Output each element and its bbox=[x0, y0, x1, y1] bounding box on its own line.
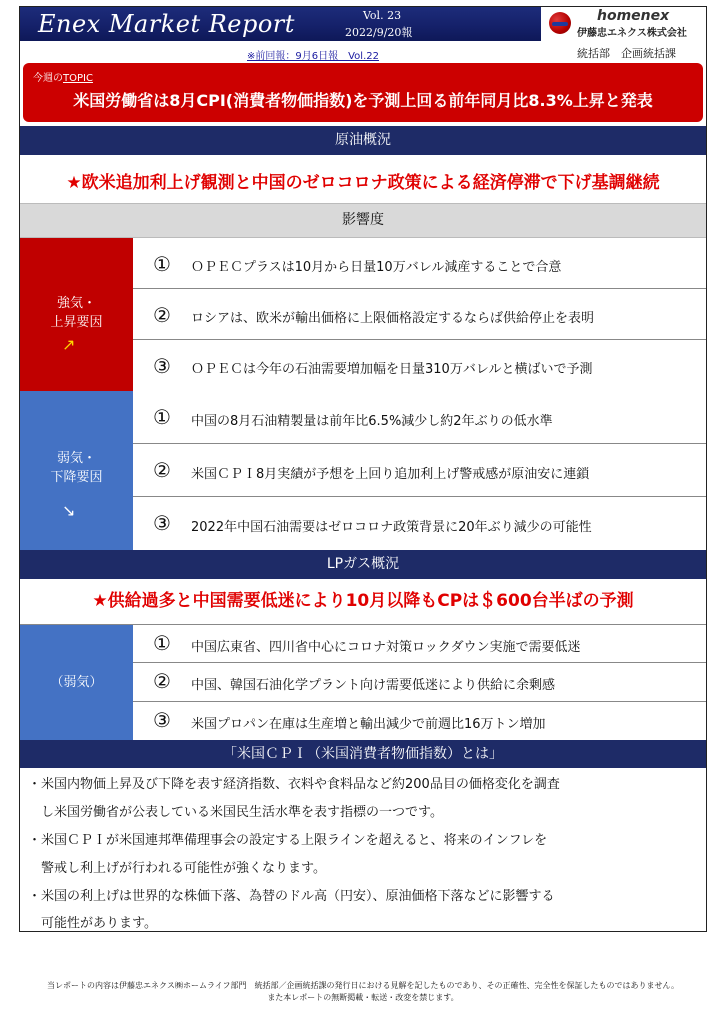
item-text: ＯＰＥＣは今年の石油需要増加幅を日量310万バレルと横ばいで予測 bbox=[191, 362, 593, 377]
item-text: 中国広東省、四川省中心にコロナ対策ロックダウン実施で需要低迷 bbox=[191, 640, 581, 655]
bullish-label-line2: 上昇要因 bbox=[50, 315, 103, 330]
bullish-factor-label bbox=[20, 238, 133, 391]
item-number: ① bbox=[153, 405, 171, 429]
cpi-line: ・米国の利上げは世界的な株価下落、為替のドル高（円安）、原油価格下落などに影響する bbox=[28, 889, 555, 904]
volume-number: Vol. 23 bbox=[363, 9, 402, 22]
arrow-down-icon: ↘ bbox=[62, 501, 76, 520]
logo-mark-icon bbox=[549, 12, 571, 34]
report-frame bbox=[19, 6, 707, 932]
item-text: 2022年中国石油需要はゼロコロナ政策背景に20年ぶり減少の可能性 bbox=[191, 520, 592, 535]
department-label: 統括部 企画統括課 bbox=[577, 47, 676, 60]
bearish-item bbox=[133, 497, 706, 550]
item-text: 米国ＣＰＩ8月実績が予想を上回り追加利上げ警戒感が原油安に連鎖 bbox=[191, 467, 590, 482]
footer-copyright: また本レポートの無断掲載・転送・改変を禁じます。 bbox=[267, 993, 459, 1002]
topic-headline: 米国労働省は8月CPI(消費者物価指数)を予測上回る前年同月比8.3%上昇と発表 bbox=[73, 91, 653, 110]
arrow-up-icon: ↗ bbox=[62, 335, 76, 354]
item-number: ③ bbox=[153, 354, 171, 378]
topic-label-prefix: 今週の bbox=[33, 73, 63, 84]
item-text: ロシアは、欧米が輸出価格に上限価格設定するならば供給停止を表明 bbox=[191, 311, 595, 326]
topic-banner bbox=[23, 63, 703, 122]
footer-disclaimer: 当レポートの内容は伊藤忠エネクス㈱ホームライフ部門 統括部／企画統括課の発行日における見解を記したものであり、その正確性、完全性を保証したものではありません。 bbox=[47, 981, 679, 990]
cpi-line: ・米国内物価上昇及び下降を表す経済指数、衣料や食料品など約200品目の価格変化を調査 bbox=[28, 777, 560, 792]
cpi-title: 「米国ＣＰＩ（米国消費者物価指数）とは」 bbox=[20, 740, 706, 768]
lpg-label: （弱気） bbox=[50, 675, 103, 690]
bearish-item bbox=[133, 391, 706, 444]
crude-section-title: 原油概況 bbox=[20, 126, 706, 155]
lpg-item bbox=[133, 702, 706, 740]
item-number: ① bbox=[153, 252, 171, 276]
logo-brand: homenex bbox=[597, 8, 670, 24]
bearish-label-line1: 弱気・ bbox=[56, 451, 96, 466]
crude-headline: ★欧米追加利上げ観測と中国のゼロコロナ政策による経済停滞で下げ基調継続 bbox=[66, 173, 660, 193]
lpg-item bbox=[133, 624, 706, 663]
item-number: ③ bbox=[153, 511, 171, 535]
lpg-item bbox=[133, 663, 706, 702]
item-number: ② bbox=[153, 458, 171, 482]
item-text: 米国プロパン在庫は生産増と輸出減少で前週比16万トン増加 bbox=[191, 717, 546, 732]
lpg-factor-label bbox=[20, 624, 133, 740]
item-number: ③ bbox=[153, 708, 171, 732]
issue-date: 2022/9/20報 bbox=[345, 26, 413, 39]
previous-report-link[interactable]: ※前回報：9月6日報 Vol.22 bbox=[247, 51, 379, 62]
bearish-factor-label bbox=[20, 391, 133, 550]
lpg-headline: ★供給過多と中国需要低迷により10月以降もCPは＄600台半ばの予測 bbox=[92, 591, 634, 611]
item-text: 中国、韓国石油化学プラント向け需要低迷により供給に余剰感 bbox=[191, 678, 556, 693]
report-title: Enex Market Report bbox=[38, 10, 295, 38]
lpg-section-title: LPガス概況 bbox=[20, 550, 706, 579]
bullish-label-line1: 強気・ bbox=[56, 296, 96, 311]
topic-label-link: TOPIC bbox=[63, 73, 93, 84]
cpi-line: ・米国ＣＰＩが米国連邦準備理事会の設定する上限ラインを超えると、将来のインフレを bbox=[28, 833, 548, 848]
masthead bbox=[20, 7, 706, 41]
logo-company: 伊藤忠エネクス株式会社 bbox=[577, 28, 687, 39]
cpi-line: 可能性があります。 bbox=[28, 916, 157, 931]
item-text: 中国の8月石油精製量は前年比6.5%減少し約2年ぶりの低水準 bbox=[191, 414, 553, 429]
bullish-item bbox=[133, 289, 706, 340]
cpi-line: 警戒し利上げが行われる可能性が強くなります。 bbox=[28, 861, 326, 876]
bullish-item bbox=[133, 238, 706, 289]
impact-title: 影響度 bbox=[20, 203, 706, 238]
bearish-item bbox=[133, 444, 706, 497]
item-number: ① bbox=[153, 631, 171, 655]
bullish-item bbox=[133, 340, 706, 391]
topic-label bbox=[33, 69, 93, 84]
item-text: ＯＰＥＣプラスは10月から日量10万バレル減産することで合意 bbox=[191, 260, 562, 275]
cpi-line: し米国労働省が公表している米国民生活水準を表す指標の一つです。 bbox=[28, 805, 443, 820]
company-logo bbox=[541, 7, 706, 41]
bearish-label-line2: 下降要因 bbox=[50, 470, 103, 485]
item-number: ② bbox=[153, 669, 171, 693]
item-number: ② bbox=[153, 303, 171, 327]
